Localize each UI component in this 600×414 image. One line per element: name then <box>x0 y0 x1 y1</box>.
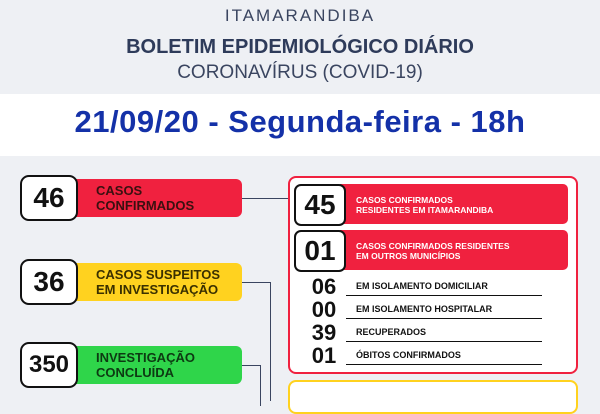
residents-label-line1: CASOS CONFIRMADOS <box>356 195 453 205</box>
confirmed-cases-bar <box>70 179 242 217</box>
recovered-count: 39 <box>311 320 337 345</box>
bulletin-title: BOLETIM EPIDEMIOLÓGICO DIÁRIO <box>126 36 474 58</box>
confirmed-breakdown-panel <box>288 176 578 374</box>
confirmed-cases-tile <box>20 175 242 221</box>
row-divider <box>346 341 542 342</box>
residents-label-line2: RESIDENTES EM ITAMARANDIBA <box>356 205 494 215</box>
city-name: ITAMARANDIBA <box>224 6 376 25</box>
home-isolation-count: 06 <box>311 274 337 299</box>
confirmed-cases-label-line1: CASOS <box>96 183 143 198</box>
recovered-label: RECUPERADOS <box>356 327 427 337</box>
suspected-cases-label <box>96 267 220 297</box>
hospital-isolation-count: 00 <box>311 297 337 322</box>
suspected-cases-label-line1: CASOS SUSPEITOS <box>96 267 221 282</box>
bulletin-date: 21/09/20 - Segunda-feira - 18h <box>74 104 526 139</box>
hospital-isolation-label: EM ISOLAMENTO HOSPITALAR <box>356 304 493 314</box>
suspected-cases-count: 36 <box>20 259 78 305</box>
deaths-label: ÓBITOS CONFIRMADOS <box>356 350 461 360</box>
bulletin-subtitle: CORONAVÍRUS (COVID-19) <box>177 62 423 83</box>
bulletin-header <box>0 0 600 92</box>
other-municipalities-bar <box>340 230 568 270</box>
concluded-investigation-label <box>96 350 195 380</box>
concluded-investigation-count: 350 <box>20 342 78 388</box>
other-municipalities-label-line1: CASOS CONFIRMADOS RESIDENTES <box>356 241 510 251</box>
other-municipalities-label-line2: EM OUTROS MUNICÍPIOS <box>356 251 461 261</box>
other-municipalities-count: 01 <box>294 230 346 272</box>
suspected-breakdown-panel <box>288 380 578 414</box>
suspected-cases-bar <box>70 263 242 301</box>
confirmed-cases-label <box>96 183 194 213</box>
confirmed-cases-count: 46 <box>20 175 78 221</box>
deaths-count: 01 <box>311 343 337 368</box>
concluded-investigation-label-line2: CONCLUÍDA <box>96 365 174 380</box>
confirmed-cases-label-line2: CONFIRMADOS <box>96 198 195 213</box>
deaths-row <box>290 345 576 367</box>
connector-confirmed <box>242 198 288 199</box>
row-divider <box>346 364 542 365</box>
home-isolation-label: EM ISOLAMENTO DOMICILIAR <box>356 281 488 291</box>
row-divider <box>346 318 542 319</box>
recovered-row <box>290 322 576 344</box>
other-municipalities-label <box>356 241 510 261</box>
home-isolation-row <box>290 276 576 298</box>
suspected-cases-label-line2: EM INVESTIGAÇÃO <box>96 282 219 297</box>
row-divider <box>346 295 542 296</box>
suspected-cases-tile <box>20 259 242 305</box>
residents-count: 45 <box>294 184 346 226</box>
hospital-isolation-row <box>290 299 576 321</box>
concluded-investigation-tile <box>20 342 242 388</box>
concluded-investigation-label-line1: INVESTIGAÇÃO <box>96 350 195 365</box>
concluded-investigation-bar <box>70 346 242 384</box>
residents-label <box>356 195 493 215</box>
residents-bar <box>340 184 568 224</box>
date-band <box>0 94 600 156</box>
